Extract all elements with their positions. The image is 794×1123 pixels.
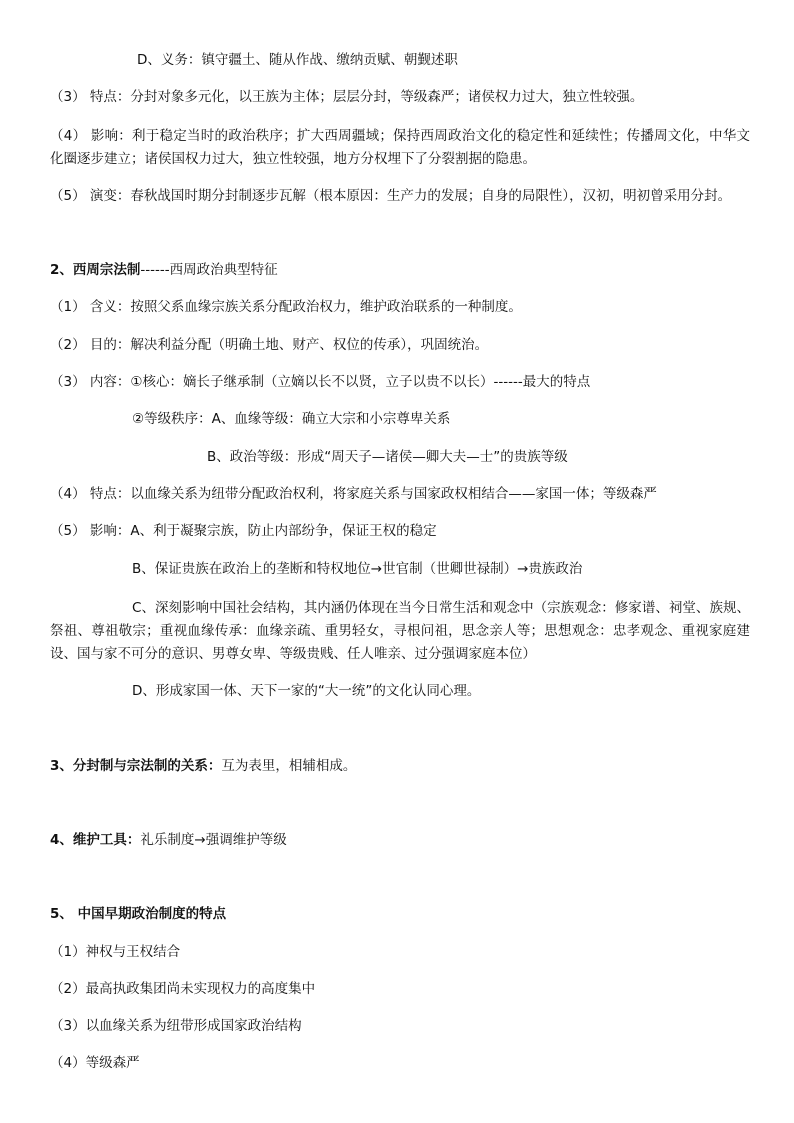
section-heading (50, 757, 356, 775)
heading-bold: 3、分封制与宗法制的关系： (50, 758, 222, 774)
text-line: （2） 目的：解决利益分配（明确土地、财产、权位的传承），巩固统治。 (50, 337, 489, 353)
text-line: （4） 特点：以血缘关系为纽带分配政治权利，将家庭关系与国家政权相结合——家国一体；等级森严 (50, 486, 657, 502)
section-heading: 5、 中国早期政治制度的特点 (50, 906, 227, 922)
text-line: B、政治等级：形成“周天子—诸侯—卿大夫—士”的贵族等级 (207, 449, 568, 465)
text-paragraph: （4） 影响：利于稳定当时的政治秩序；扩大西周疆域；保持西周政治文化的稳定性和延续性；传播周文化，中华文化圈逐步建立；诸侯国权力过大，独立性较强，地方分权埋下了分裂割据的隐患。 (50, 128, 750, 167)
text-line: （3） 内容：①核心：嫡长子继承制（立嫡以长不以贤，立子以贵不以长）------最大的特点 (50, 374, 591, 390)
heading-rest: 互为表里，相辅相成。 (221, 758, 357, 774)
list-item: （4）等级森严 (50, 1055, 140, 1071)
text-line: （1） 含义：按照父系血缘宗族关系分配政治权力，维护政治联系的一种制度。 (50, 299, 522, 315)
section-heading (50, 261, 278, 279)
text-line: （5） 演变：春秋战国时期分封制逐步瓦解（根本原因：生产力的发展；自身的局限性），汉初，明初曾采用分封。 (50, 188, 732, 204)
section-heading (50, 831, 287, 849)
text-line: D、形成家国一体、天下一家的“大一统”的文化认同心理。 (132, 683, 481, 699)
heading-bold: 2、西周宗法制 (50, 262, 141, 278)
text-line: D、义务：镇守疆土、随从作战、缴纳贡赋、朝觐述职 (137, 52, 458, 68)
text-paragraph: C、深刻影响中国社会结构，其内涵仍体现在当今日常生活和观念中（宗族观念：修家谱、祠堂、族规、祭祖、尊祖敬宗；重视血缘传承：血缘亲疏、重男轻女，寻根问祖，思念亲人等；思想观念：忠孝观念、重视家庭建设、国与家不可分的意识、男尊女卑、等级贵贱、任人唯亲、过分强调家庭本位） (50, 600, 750, 662)
heading-bold: 4、维护工具： (50, 832, 141, 848)
text-line: B、保证贵族在政治上的垄断和特权地位→世官制（世卿世禄制）→贵族政治 (132, 561, 583, 577)
list-item: （1）神权与王权结合 (50, 944, 181, 960)
list-item: （3）以血缘关系为纽带形成国家政治结构 (50, 1018, 302, 1034)
text-line: （3） 特点：分封对象多元化，以王族为主体；层层分封，等级森严；诸侯权力过大，独立性较强。 (50, 89, 644, 105)
heading-rest: 礼乐制度→强调维护等级 (140, 832, 287, 848)
text-line: ②等级秩序：A、血缘等级：确立大宗和小宗尊卑关系 (132, 411, 451, 427)
list-item: （2）最高执政集团尚未实现权力的高度集中 (50, 981, 316, 997)
text-line: （5） 影响：A、利于凝聚宗族，防止内部纷争，保证王权的稳定 (50, 523, 437, 539)
heading-rest: ------西周政治典型特征 (140, 262, 278, 278)
